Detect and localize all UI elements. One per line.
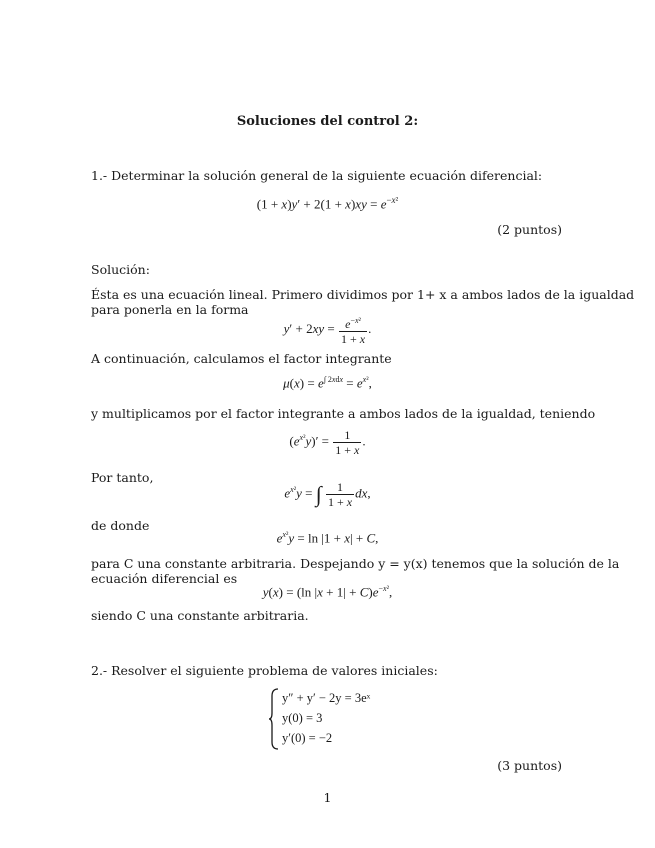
solution-text-1: Ésta es una ecuación lineal. Primero dividimos por 1+ x a ambos lados de la igualdad (91, 287, 635, 302)
problem2-points: (3 puntos) (497, 758, 562, 773)
page-number: 1 (323, 790, 332, 805)
solution-text-5: Por tanto, (91, 470, 154, 485)
equation-integrating-factor: $\mu(x) = e^{\int 2xdx} = e^{x^2}$, (283, 375, 372, 391)
equation-solution: y(x) = (ln $|x + 1| + C)e^{-x^2}$, (262, 584, 393, 600)
left-brace-icon (268, 688, 280, 750)
solution-text-7: para C una constante arbitraria. Despejando y = y(x) tenemos que la solución de la (91, 556, 620, 571)
problem1-equation: $(1 + x)y' + 2(1 + x)xy = e^{-x^2}$ (256, 195, 399, 212)
equation-integral: $e^{x^2}y$ = ∫ $\frac{1}{1 + x}$ dx, (284, 480, 371, 509)
document-title: Soluciones del control 2: (236, 114, 419, 129)
solution-text-2: para ponerla en la forma (91, 302, 249, 317)
solution-text-6: de donde (91, 518, 150, 533)
equation-linear-form: y′ + 2xy = $\frac{e^{-x^2}}{1 + x}$ . (283, 316, 372, 346)
solution-text-8: ecuación diferencial es (91, 571, 238, 586)
system-equation-2: y(0) = 3 (282, 711, 323, 725)
solution-text-3: A continuación, calculamos el factor integrante (91, 351, 392, 366)
equation-multiplied: $(e^{x^2}y)'$ = $\frac{1}{1 + x}$ . (289, 428, 366, 457)
problem1-statement: 1.- Determinar la solución general de la siguiente ecuación diferencial: (91, 168, 543, 183)
system-equation-3: y′(0) = −2 (282, 731, 333, 745)
equation-log: $e^{x^2}y = \ln |1 + x| + C$, (276, 530, 379, 546)
solution-text-9: siendo C una constante arbitraria. (91, 608, 309, 623)
problem2-statement: 2.- Resolver el siguiente problema de valores iniciales: (91, 663, 438, 678)
solution-text-4: y multiplicamos por el factor integrante a ambos lados de la igualdad, teniendo (91, 406, 596, 421)
problem1-points: (2 puntos) (497, 222, 562, 237)
solution-heading: Solución: (91, 262, 150, 277)
system-equation-1: y″ + y′ − 2y = 3eˣ (282, 691, 371, 705)
